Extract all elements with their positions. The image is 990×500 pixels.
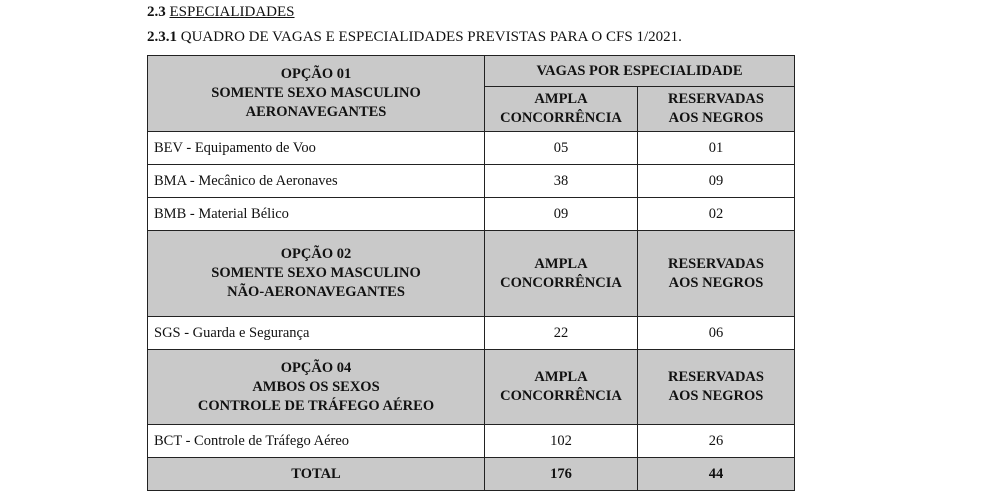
total-row [148, 458, 795, 491]
section-title: ESPECIALIDADES [169, 4, 295, 20]
ampla-header-line2: CONCORRÊNCIA [500, 388, 622, 404]
vagas-table [147, 55, 795, 491]
option-category: AERONAVEGANTES [245, 104, 387, 120]
reservadas-cell: 06 [638, 317, 795, 350]
reservadas-header [638, 350, 795, 425]
reservadas-header [638, 231, 795, 317]
option-sex: AMBOS OS SEXOS [252, 378, 380, 395]
option-sex: SOMENTE SEXO MASCULINO [211, 85, 421, 101]
especialidade-cell: BEV - Equipamento de Voo [148, 132, 485, 165]
reservadas-header-line2: AOS NEGROS [668, 110, 764, 126]
subsection-number: 2.3.1 [147, 29, 177, 45]
reservadas-header-line1: RESERVADAS [668, 369, 764, 385]
ampla-cell: 102 [485, 425, 638, 458]
table-row [148, 132, 795, 165]
table-row [148, 165, 795, 198]
reservadas-header-line2: AOS NEGROS [668, 274, 764, 291]
especialidade-cell: BMB - Material Bélico [148, 198, 485, 231]
total-label: TOTAL [148, 458, 485, 491]
total-ampla: 176 [485, 458, 638, 491]
total-reservadas: 44 [638, 458, 795, 491]
reservadas-cell: 01 [638, 132, 795, 165]
ampla-header [485, 87, 638, 132]
subsection-title: QUADRO DE VAGAS E ESPECIALIDADES PREVISTAS PARA O CFS 1/2021. [180, 29, 682, 45]
ampla-cell: 38 [485, 165, 638, 198]
ampla-cell: 05 [485, 132, 638, 165]
group-header-row [148, 56, 795, 87]
reservadas-cell: 09 [638, 165, 795, 198]
option-category: NÃO-AERONAVEGANTES [227, 284, 405, 300]
reservadas-header-line1: RESERVADAS [668, 255, 764, 272]
option-category: CONTROLE DE TRÁFEGO AÉREO [197, 397, 435, 414]
subsection-heading [147, 29, 682, 46]
ampla-cell: 22 [485, 317, 638, 350]
reservadas-header-line2: AOS NEGROS [668, 388, 764, 404]
vagas-por-especialidade-header: VAGAS POR ESPECIALIDADE [485, 56, 795, 87]
reservadas-header-line1: RESERVADAS [668, 91, 764, 107]
ampla-header-line2: CONCORRÊNCIA [500, 274, 622, 291]
option-04-header [148, 350, 485, 425]
ampla-header [485, 350, 638, 425]
reservadas-cell: 02 [638, 198, 795, 231]
table-row [148, 317, 795, 350]
option-title: OPÇÃO 04 [280, 359, 352, 376]
option-title: OPÇÃO 01 [280, 66, 352, 82]
ampla-header-line1: AMPLA [534, 369, 588, 385]
section-number: 2.3 [147, 4, 166, 20]
table-row [148, 425, 795, 458]
especialidade-cell: SGS - Guarda e Segurança [148, 317, 485, 350]
ampla-header [485, 231, 638, 317]
table-row [148, 198, 795, 231]
option-02-header [148, 231, 485, 317]
ampla-cell: 09 [485, 198, 638, 231]
reservadas-cell: 26 [638, 425, 795, 458]
especialidade-cell: BCT - Controle de Tráfego Aéreo [148, 425, 485, 458]
group-header-row [148, 350, 795, 425]
option-sex: SOMENTE SEXO MASCULINO [211, 265, 421, 281]
option-01-header [148, 56, 485, 132]
option-title: OPÇÃO 02 [280, 246, 352, 262]
ampla-header-line1: AMPLA [534, 255, 588, 272]
ampla-header-line1: AMPLA [534, 91, 588, 107]
section-heading [147, 4, 295, 21]
reservadas-header [638, 87, 795, 132]
group-header-row [148, 231, 795, 317]
especialidade-cell: BMA - Mecânico de Aeronaves [148, 165, 485, 198]
ampla-header-line2: CONCORRÊNCIA [500, 110, 622, 126]
